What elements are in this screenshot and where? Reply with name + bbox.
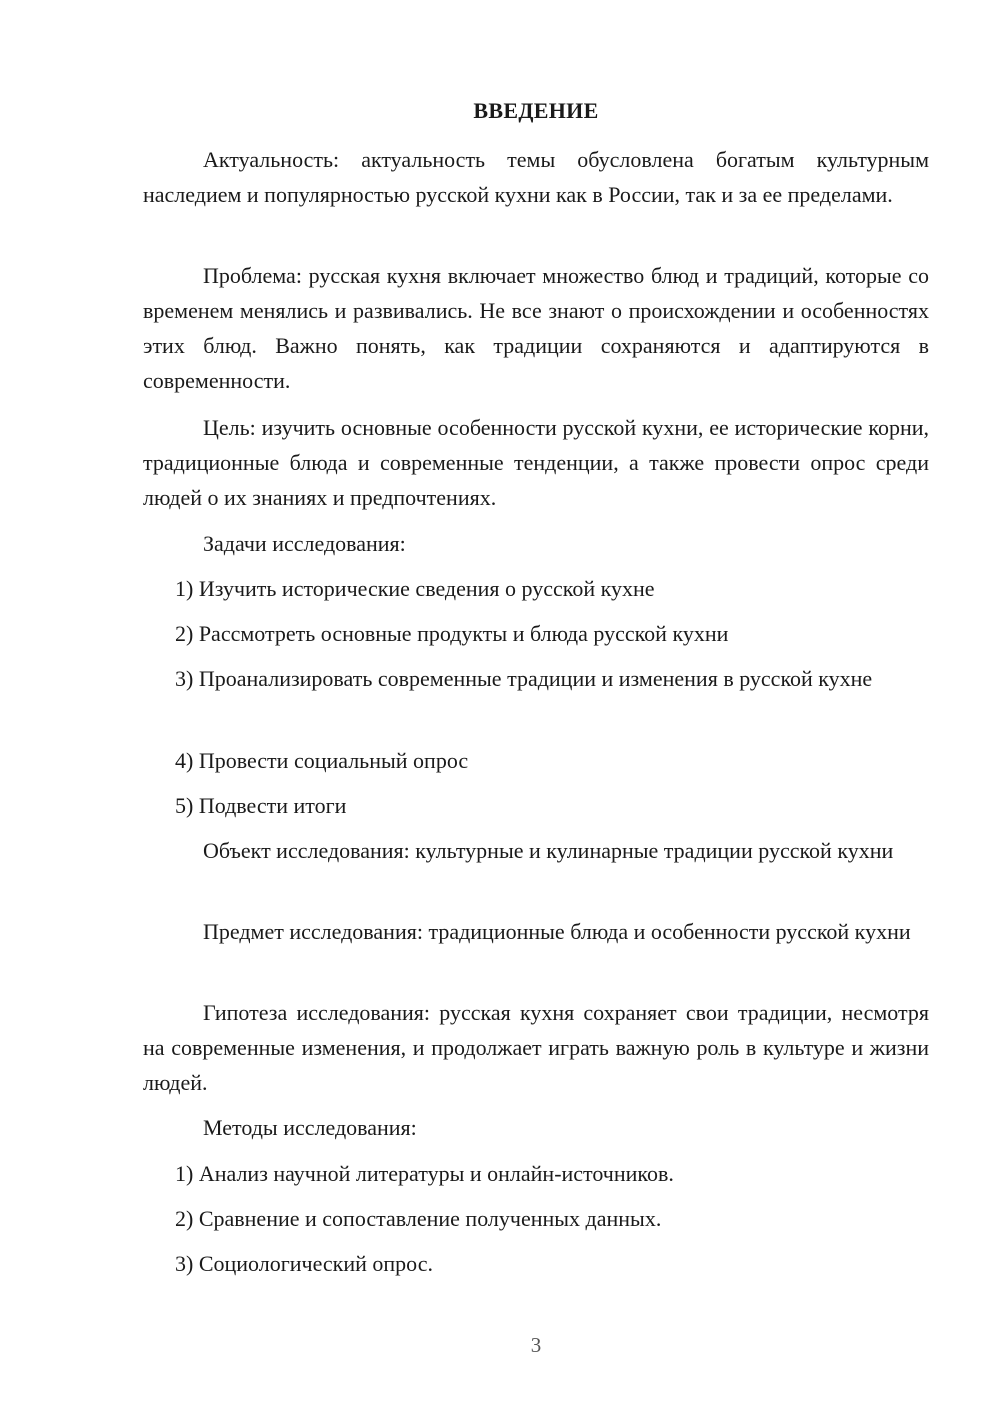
task-item: 2) Рассмотреть основные продукты и блюда русской кухни	[175, 621, 729, 646]
method-item: 3) Социологический опрос.	[175, 1251, 433, 1276]
paragraph-problem: Проблема: русская кухня включает множество блюд и традиций, которые со временем менялись и развивались. Не все знают о происхождении и особенностях этих блюд. Важно понять, как традиции сохраняются и адаптируются в современности.	[143, 263, 929, 393]
paragraph-hypothesis: Гипотеза исследования: русская кухня сохраняет свои традиции, несмотря на современные изменения, и продолжает играть важную роль в культуре и жизни людей.	[143, 1000, 929, 1095]
method-item: 1) Анализ научной литературы и онлайн-источников.	[175, 1161, 674, 1186]
method-item: 2) Сравнение и сопоставление полученных данных.	[175, 1206, 662, 1231]
paragraph-goal: Цель: изучить основные особенности русской кухни, ее исторические корни, традиционные блюда и современные тенденции, а также провести опрос среди людей о их знаниях и предпочтениях.	[143, 415, 929, 510]
page-number: 3	[530, 1333, 542, 1357]
document-page	[143, 0, 929, 1414]
task-item: 4) Провести социальный опрос	[175, 748, 469, 773]
task-item: 3) Проанализировать современные традиции и изменения в русской кухне	[175, 666, 873, 691]
methods-heading: Методы исследования:	[203, 1115, 417, 1140]
paragraph-subject: Предмет исследования: традиционные блюда и особенности русской кухни	[203, 919, 911, 944]
paragraph-object: Объект исследования: культурные и кулинарные традиции русской кухни	[203, 838, 894, 863]
task-item: 1) Изучить исторические сведения о русской кухне	[175, 576, 655, 601]
task-item: 5) Подвести итоги	[175, 793, 347, 818]
paragraph-relevance: Актуальность: актуальность темы обусловлена богатым культурным наследием и популярностью русской кухни как в России, так и за ее пределами.	[143, 147, 929, 207]
tasks-heading: Задачи исследования:	[203, 531, 406, 556]
section-title: ВВЕДЕНИЕ	[473, 98, 599, 123]
